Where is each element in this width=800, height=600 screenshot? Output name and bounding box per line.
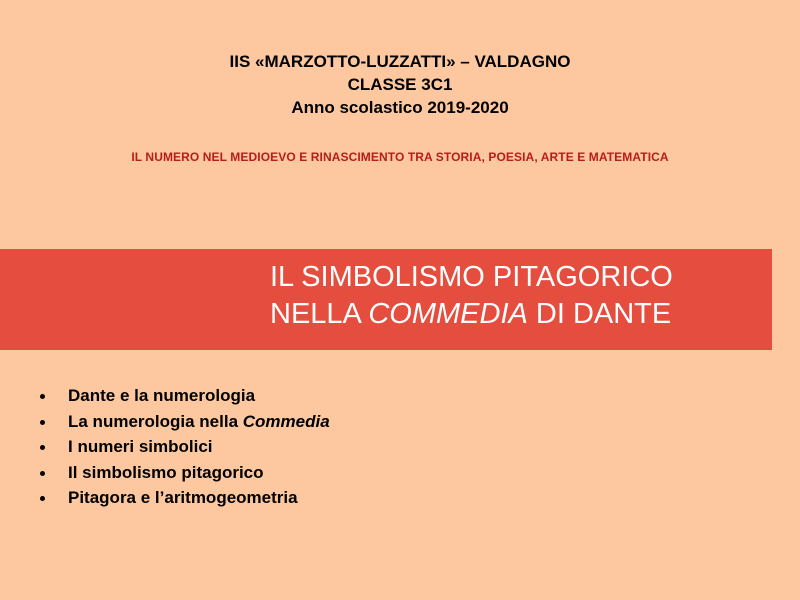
bullet-icon (40, 420, 45, 425)
bullet-icon (40, 394, 45, 399)
topic-item (40, 409, 330, 435)
bullet-icon (40, 445, 45, 450)
topic-item (40, 434, 330, 460)
title-line-2 (270, 296, 673, 333)
topics-list (40, 383, 330, 511)
school-year: Anno scolastico 2019-2020 (291, 98, 509, 117)
topic-item (40, 383, 330, 409)
topic-item (40, 485, 330, 511)
slide-title (270, 259, 673, 333)
title-line-2-suffix: DI DANTE (527, 298, 672, 330)
bullet-icon (40, 471, 45, 476)
bullet-icon (40, 496, 45, 501)
topic-text: I numeri simbolici (68, 437, 213, 456)
class-name: CLASSE 3C1 (347, 75, 453, 94)
topic-text-prefix: La numerologia nella (68, 411, 243, 431)
topic-text: Dante e la numerologia (68, 386, 256, 405)
topic-text: Pitagora e l’aritmogeometria (68, 488, 298, 507)
topic-text: Il simbolismo pitagorico (68, 462, 264, 482)
title-banner (0, 249, 772, 350)
school-name: IIS «MARZOTTO-LUZZATTI» – VALDAGNO (229, 52, 571, 71)
slide-header (0, 50, 800, 119)
project-subject: IL NUMERO NEL MEDIOEVO E RINASCIMENTO TRA STORIA, POESIA, ARTE E MATEMATICA (131, 150, 669, 164)
title-line-2-prefix: NELLA (270, 298, 369, 330)
title-line-1: IL SIMBOLISMO PITAGORICO (270, 261, 673, 293)
topic-text-italic: Commedia (242, 411, 330, 431)
topic-item (40, 460, 330, 486)
title-line-2-italic: COMMEDIA (368, 298, 528, 330)
